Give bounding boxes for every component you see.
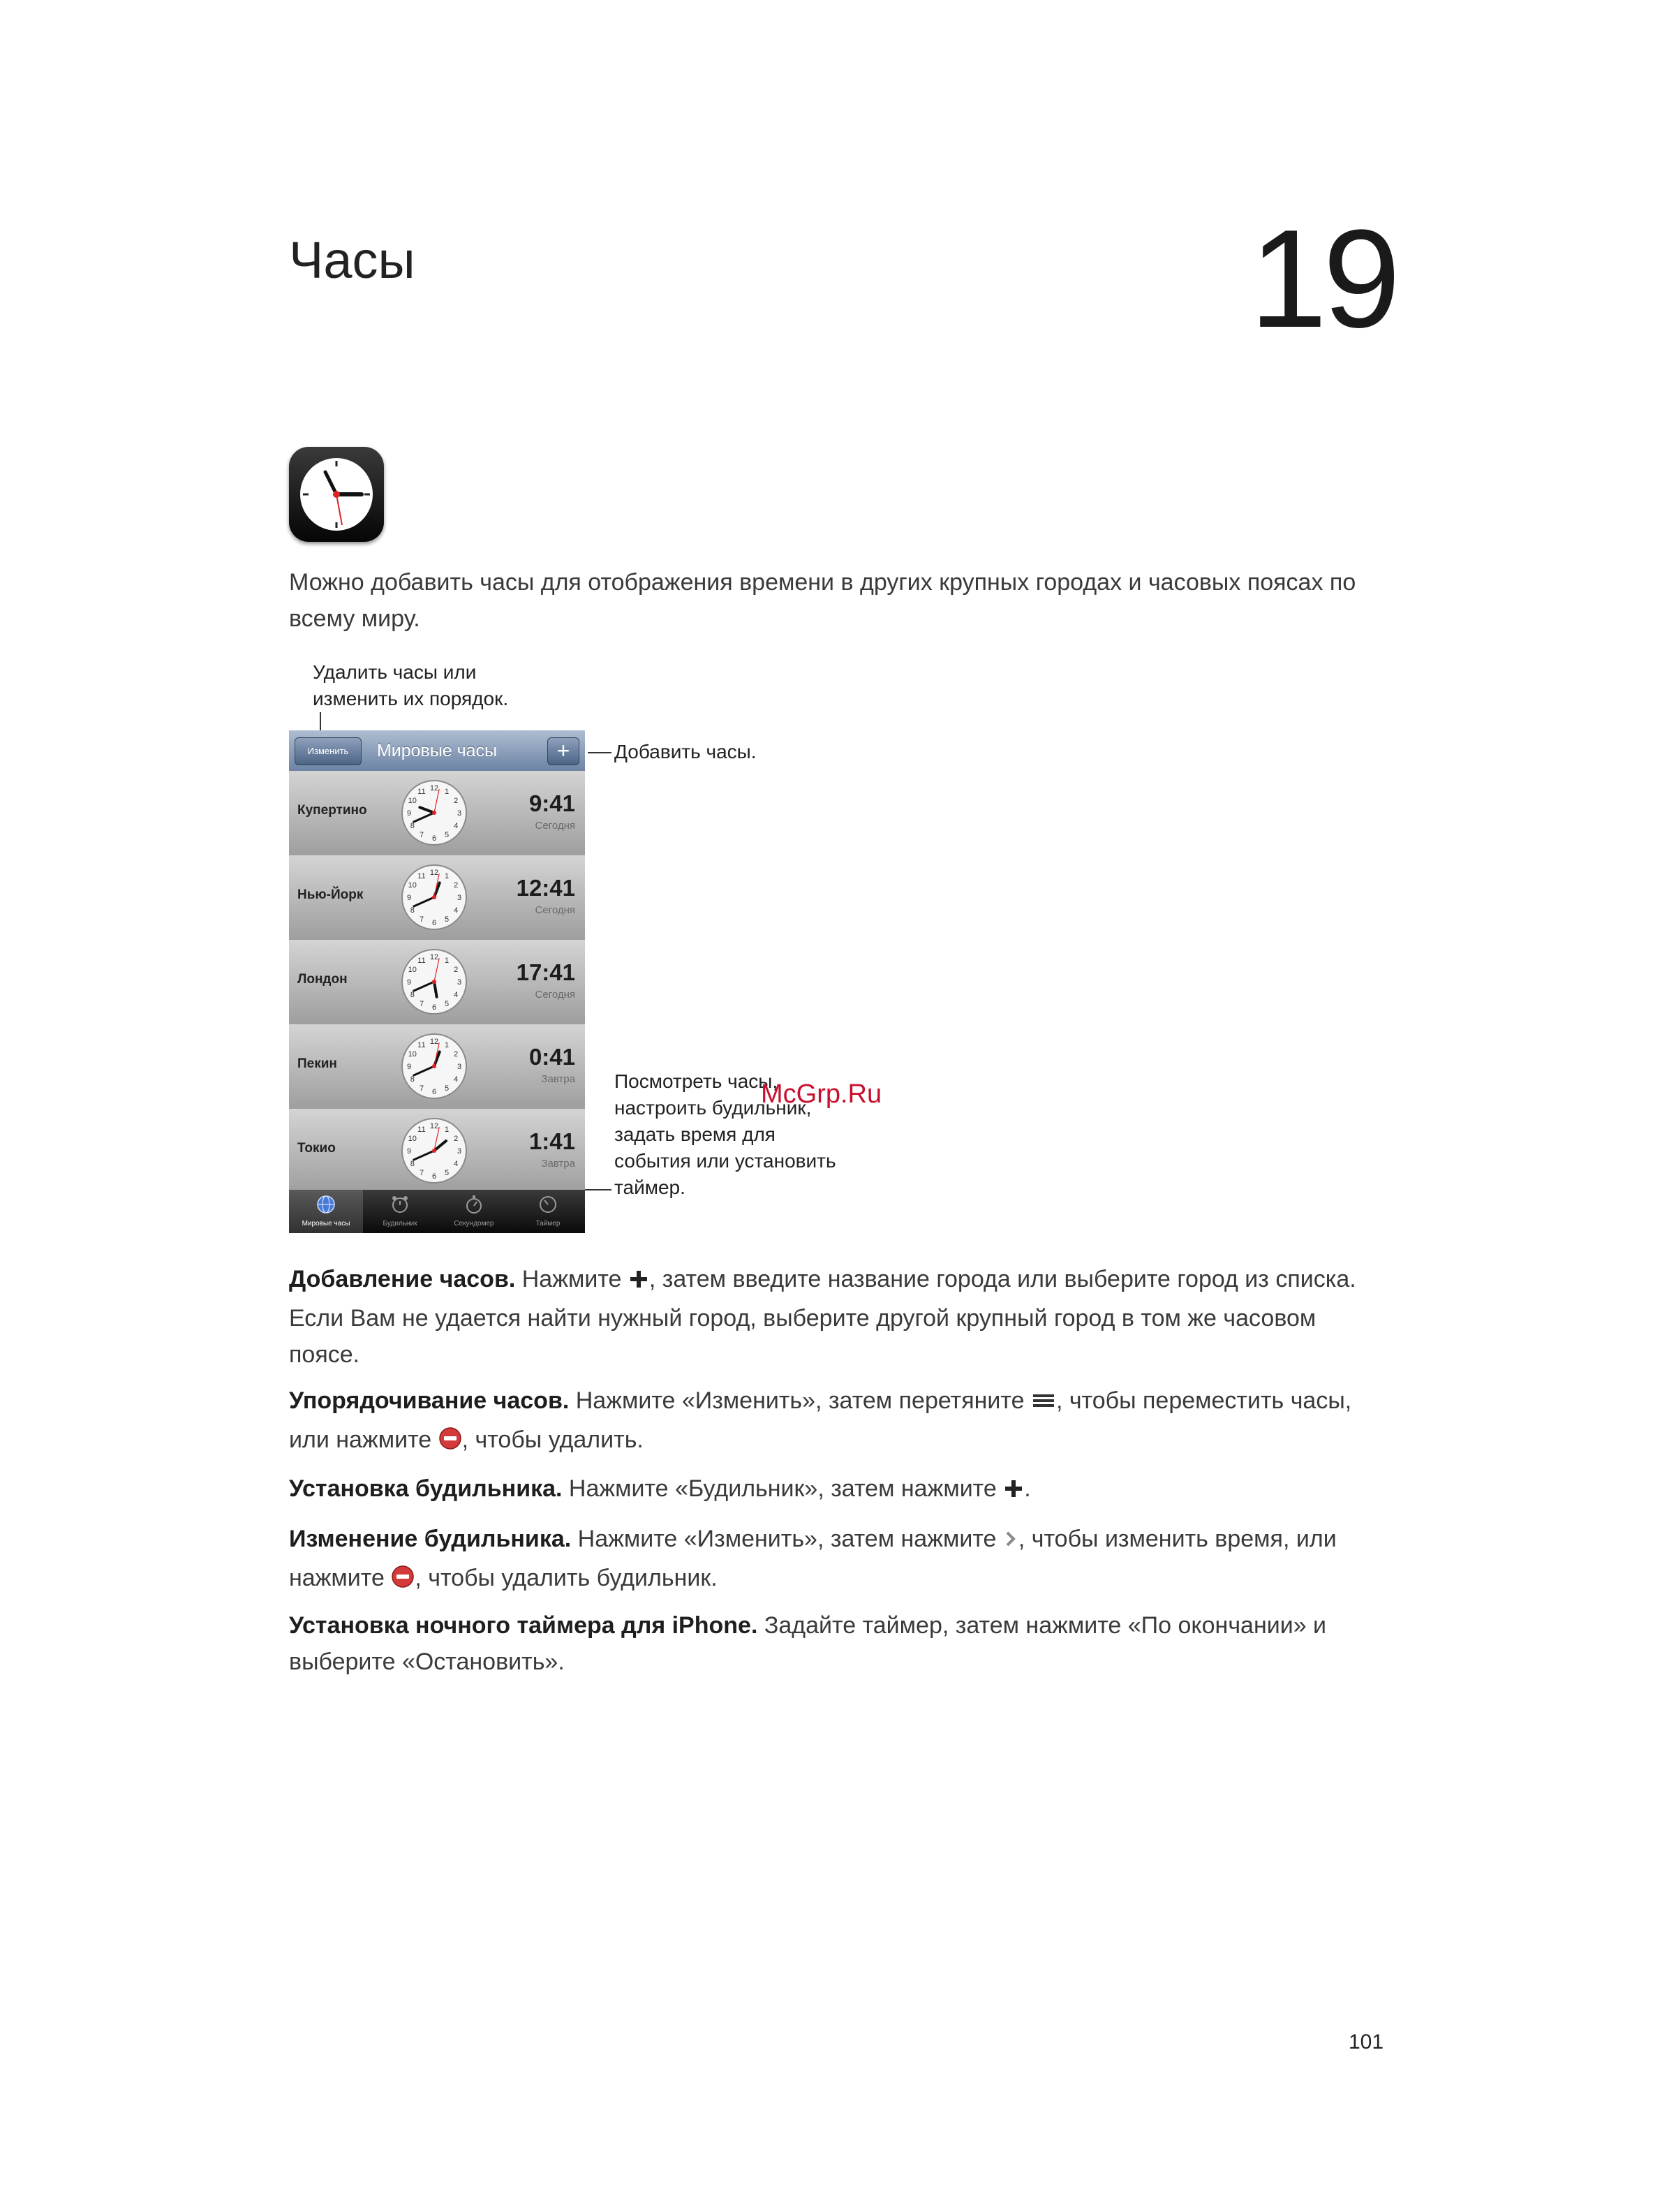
paragraph-title: Изменение будильника. [289, 1526, 572, 1552]
clock-numeral: 12 [429, 953, 439, 961]
city-name: Нью-Йорк [297, 887, 364, 902]
clock-numeral: 7 [419, 1084, 424, 1093]
callout-delete-reorder: Удалить часы или изменить их порядок. [313, 661, 509, 709]
clock-day: Сегодня [535, 989, 575, 1001]
clock-numeral: 10 [408, 1050, 417, 1059]
clock-numeral: 11 [417, 787, 426, 796]
paragraph-text: , чтобы переместить часы, или нажмите [289, 1387, 1352, 1453]
clock-time: 0:41 [528, 1044, 575, 1070]
clock-numeral: 6 [431, 919, 437, 927]
clock-numeral: 11 [417, 956, 426, 965]
paragraph-title: Упорядочивание часов. [289, 1387, 570, 1414]
instruction-paragraph [289, 1382, 1378, 1461]
clock-numeral: 3 [457, 1063, 462, 1071]
clock-numeral: 8 [410, 822, 415, 830]
clock-numeral: 1 [444, 956, 450, 965]
clock-numeral: 10 [408, 1135, 417, 1143]
paragraph-text: , чтобы удалить будильник. [415, 1565, 718, 1591]
clock-time: 1:41 [528, 1128, 575, 1154]
clock-numeral: 3 [457, 894, 462, 902]
clock-numeral: 5 [444, 1084, 450, 1093]
clock-numeral: 12 [429, 1122, 439, 1130]
reorder-icon [1031, 1385, 1056, 1422]
timer-icon [511, 1194, 585, 1218]
nav-title: Мировые часы [376, 741, 498, 760]
clock-numeral: 1 [444, 787, 450, 796]
instruction-paragraph [289, 1521, 1378, 1599]
clock-numeral: 4 [454, 1160, 459, 1168]
clock-numeral: 4 [454, 991, 459, 999]
chapter-number: 19 [1249, 201, 1397, 357]
clock-numeral: 8 [410, 1160, 415, 1168]
clock-numeral: 8 [410, 1075, 415, 1084]
clock-time: 12:41 [516, 875, 575, 901]
clock-numeral: 2 [454, 881, 459, 890]
analog-clock [399, 862, 469, 932]
clock-numeral: 9 [406, 1063, 412, 1071]
chevron-right-icon [1003, 1524, 1018, 1560]
clock-center-pin [432, 1064, 436, 1068]
paragraph-text: Нажмите [521, 1266, 622, 1292]
clock-row[interactable] [289, 771, 585, 857]
clock-numeral: 9 [406, 894, 412, 902]
analog-clock [399, 1116, 469, 1186]
clock-numeral: 3 [457, 809, 462, 818]
clock-numeral: 4 [454, 1075, 459, 1084]
clock-numeral: 3 [457, 978, 462, 987]
nav-bar [289, 730, 585, 772]
tab-label: Мировые часы [302, 1220, 350, 1227]
clock-numeral: 12 [429, 1038, 439, 1046]
clock-row[interactable] [289, 1109, 585, 1195]
analog-clock [399, 947, 469, 1017]
add-clock-button[interactable]: + [547, 737, 579, 765]
clock-numeral: 7 [419, 831, 424, 840]
city-name: Токио [297, 1141, 336, 1156]
city-name: Купертино [297, 803, 367, 818]
clock-numeral: 5 [444, 915, 450, 924]
clock-numeral: 10 [408, 797, 417, 805]
clock-numeral: 2 [454, 797, 459, 805]
tab-timer[interactable] [511, 1190, 585, 1233]
city-name: Пекин [297, 1056, 337, 1071]
callout-view-clocks: Посмотреть часы, настроить будильник, задать время для события или установить таймер. [614, 1070, 836, 1198]
tab-bar [289, 1190, 585, 1233]
globe-icon [289, 1194, 363, 1218]
paragraph-text: Нажмите «Будильник», затем нажмите [568, 1475, 997, 1502]
clock-numeral: 11 [417, 871, 426, 880]
clock-numeral: 4 [454, 906, 459, 915]
clock-center-pin [432, 895, 436, 899]
tab-label: Секундомер [454, 1220, 494, 1227]
clock-numeral: 5 [444, 831, 450, 840]
paragraph-text: , затем введите название города или выберите город из списка. Если Вам не удается найти нужный город, выберите другой крупный город в том же часовом поясе. [289, 1266, 1356, 1368]
clock-numeral: 11 [417, 1125, 426, 1134]
clock-row[interactable] [289, 940, 585, 1026]
edit-button[interactable]: Изменить [295, 737, 362, 765]
clock-numeral: 5 [444, 1169, 450, 1178]
instruction-paragraph [289, 1470, 1378, 1510]
clock-numeral: 2 [454, 1135, 459, 1143]
tab-alarm[interactable] [363, 1190, 437, 1233]
paragraph-text: Нажмите «Изменить», затем нажмите [577, 1526, 997, 1552]
clock-numeral: 6 [431, 1088, 437, 1096]
clock-day: Сегодня [535, 904, 575, 916]
callout-add-clock: Добавить часы. [614, 741, 757, 762]
clock-row[interactable] [289, 1024, 585, 1110]
clock-numeral: 10 [408, 881, 417, 890]
clock-numeral: 1 [444, 871, 450, 880]
plus-icon [1003, 1473, 1024, 1510]
clock-numeral: 6 [431, 1172, 437, 1181]
clock-numeral: 3 [457, 1147, 462, 1156]
clock-numeral: 7 [419, 915, 424, 924]
paragraph-text: , чтобы удалить. [461, 1426, 644, 1453]
clock-numeral: 9 [406, 809, 412, 818]
clock-numeral: 10 [408, 966, 417, 974]
tab-stopwatch[interactable] [437, 1190, 511, 1233]
leader-line-add [588, 752, 611, 753]
phone-screenshot [289, 730, 585, 1233]
paragraph-title: Установка будильника. [289, 1475, 563, 1502]
paragraph-text: . [1024, 1475, 1031, 1502]
clock-numeral: 8 [410, 906, 415, 915]
clock-center-pin [432, 980, 436, 984]
clock-numeral: 2 [454, 1050, 459, 1059]
clock-center-pin [432, 1149, 436, 1153]
paragraph-text: , чтобы изменить время, или нажмите [289, 1526, 1337, 1591]
clock-numeral: 9 [406, 978, 412, 987]
clock-row[interactable] [289, 855, 585, 941]
clock-time: 9:41 [528, 790, 575, 816]
delete-icon [391, 1563, 415, 1599]
clock-numeral: 8 [410, 991, 415, 999]
tab-label: Таймер [535, 1220, 561, 1227]
clock-numeral: 7 [419, 1169, 424, 1178]
chapter-title: Часы [289, 231, 415, 289]
tab-label: Будильник [383, 1220, 417, 1227]
alarm-icon [363, 1194, 437, 1218]
page-number: 101 [1349, 2030, 1384, 2054]
analog-clock [399, 778, 469, 848]
plus-icon [628, 1264, 649, 1300]
instruction-paragraph [289, 1261, 1378, 1373]
clock-numeral: 5 [444, 1000, 450, 1009]
clock-numeral: 6 [431, 1003, 437, 1012]
clock-numeral: 4 [454, 822, 459, 830]
analog-clock [399, 1031, 469, 1101]
clock-numeral: 7 [419, 1000, 424, 1009]
clock-numeral: 6 [431, 834, 437, 843]
city-name: Лондон [297, 972, 348, 987]
instruction-paragraph [289, 1607, 1378, 1680]
clock-day: Завтра [541, 1073, 575, 1085]
paragraph-text: Нажмите «Изменить», затем перетяните [575, 1387, 1025, 1414]
tab-globe[interactable] [289, 1190, 363, 1233]
clock-center-pin [432, 811, 436, 815]
delete-icon [438, 1424, 462, 1461]
clock-numeral: 1 [444, 1040, 450, 1049]
clock-numeral: 2 [454, 966, 459, 974]
paragraph-title: Добавление часов. [289, 1266, 516, 1292]
clock-numeral: 1 [444, 1125, 450, 1134]
clock-numeral: 12 [429, 869, 439, 877]
clock-day: Завтра [541, 1158, 575, 1170]
intro-text: Можно добавить часы для отображения времени в других крупных городах и часовых поясах по всему миру. [289, 569, 1356, 632]
clock-numeral: 9 [406, 1147, 412, 1156]
paragraph-text: Задайте таймер, затем нажмите «По окончании» и выберите «Остановить». [289, 1612, 1327, 1675]
clock-day: Сегодня [535, 820, 575, 832]
clock-app-icon [289, 447, 384, 542]
stopwatch-icon [437, 1194, 511, 1218]
paragraph-title: Установка ночного таймера для iPhone. [289, 1612, 758, 1639]
clock-numeral: 11 [417, 1040, 426, 1049]
watermark: McGrp.Ru [761, 1079, 882, 1109]
clock-numeral: 12 [429, 784, 439, 792]
clock-time: 17:41 [516, 959, 575, 985]
